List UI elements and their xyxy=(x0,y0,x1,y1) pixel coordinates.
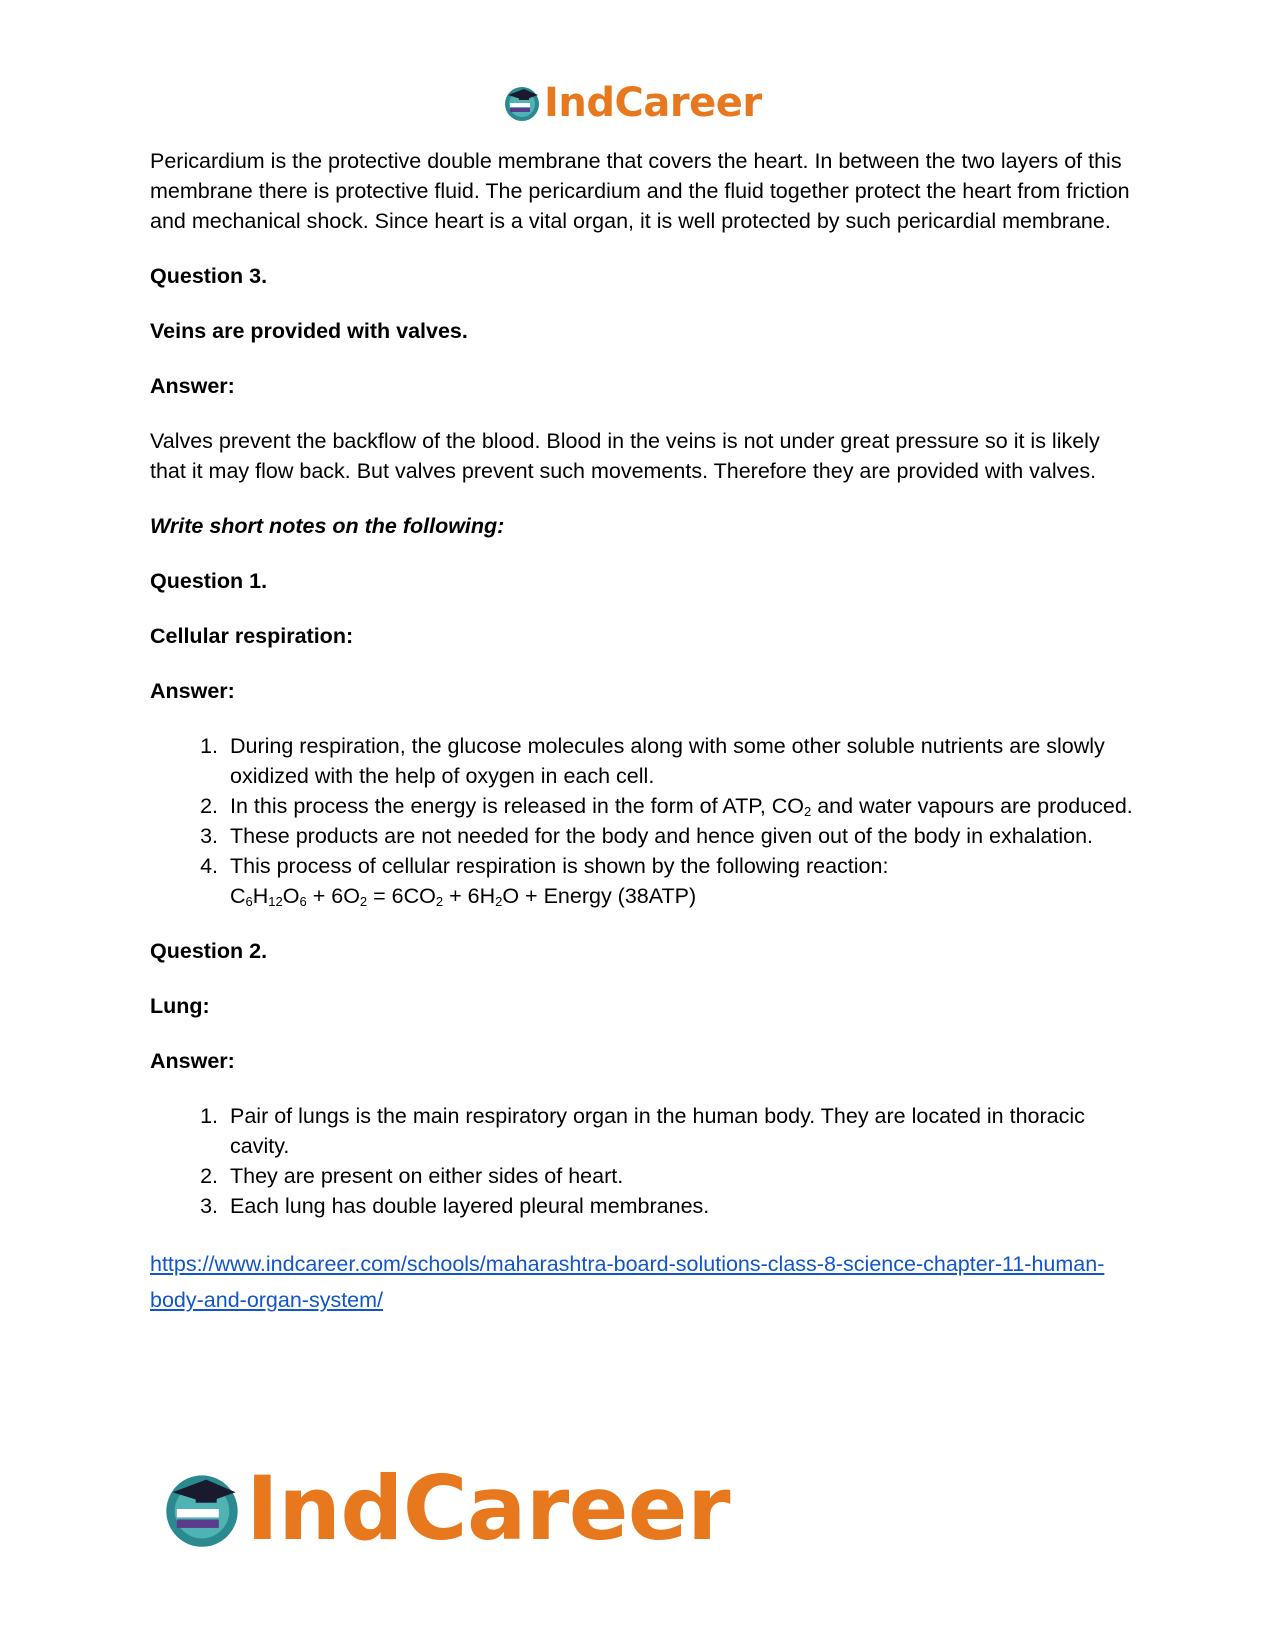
list-item: 3. These products are not needed for the body and hence given out of the body in exhalation. xyxy=(224,821,1140,851)
globe-graduation-cap-icon xyxy=(502,83,542,123)
logo-text: IndCareer xyxy=(544,80,762,126)
answer-label: Answer: xyxy=(150,679,235,703)
list-item: 1. During respiration, the glucose molecules along with some other soluble nutrients are slowly oxidized with the help of oxygen in each cell. xyxy=(224,731,1140,791)
source-url-link[interactable]: https://www.indcareer.com/schools/maharashtra-board-solutions-class-8-science-chapter-11-human-body-and-organ-system/ xyxy=(150,1252,1105,1312)
list-item: 1. Pair of lungs is the main respiratory organ in the human body. They are located in thoracic cavity. xyxy=(224,1101,1140,1161)
answer-list xyxy=(150,731,1140,911)
question-label: Question 1. xyxy=(150,569,268,593)
list-item: 2. They are present on either sides of heart. xyxy=(224,1161,1140,1191)
paragraph: Pericardium is the protective double membrane that covers the heart. In between the two layers of this membrane there is protective fluid. The pericardium and the fluid together protect the heart from friction and mechanical shock. Since heart is a vital organ, it is well protected by such pericardial membrane. xyxy=(150,149,1130,233)
indcareer-logo-top xyxy=(502,79,762,127)
answer-list xyxy=(150,1101,1140,1221)
list-item: 2. In this process the energy is released in the form of ATP, $CO_2$ and water vapours are produced. xyxy=(224,791,1140,821)
answer-label: Answer: xyxy=(150,374,235,398)
section-title: Write short notes on the following: xyxy=(150,514,505,538)
question-label: Question 2. xyxy=(150,939,268,963)
answer-label: Answer: xyxy=(150,1049,235,1073)
list-item: 4. This process of cellular respiration is shown by the following reaction: $C_6H_{12}O_6 + 6O_2 = 6CO_2 + 6H_2O$ + Energy (38ATP) xyxy=(224,851,1140,911)
answer-text: Valves prevent the backflow of the blood. Blood in the veins is not under great pressure so it is likely that it may flow back. But valves prevent such movements. Therefore they are provided with valves. xyxy=(150,429,1100,483)
question-title: Veins are provided with valves. xyxy=(150,319,468,343)
logo-text: IndCareer xyxy=(246,1457,731,1560)
question-label: Question 3. xyxy=(150,264,268,288)
document-body xyxy=(150,146,1140,1318)
question-title: Cellular respiration: xyxy=(150,624,354,648)
list-item: 3. Each lung has double layered pleural membranes. xyxy=(224,1191,1140,1221)
indcareer-logo-bottom xyxy=(160,1457,731,1560)
question-title: Lung: xyxy=(150,994,210,1018)
chemical-equation: $C_6H_{12}O_6 + 6O_2 = 6CO_2 + 6H_2O$ + Energy (38ATP) xyxy=(230,884,697,909)
globe-graduation-cap-icon xyxy=(160,1467,244,1551)
